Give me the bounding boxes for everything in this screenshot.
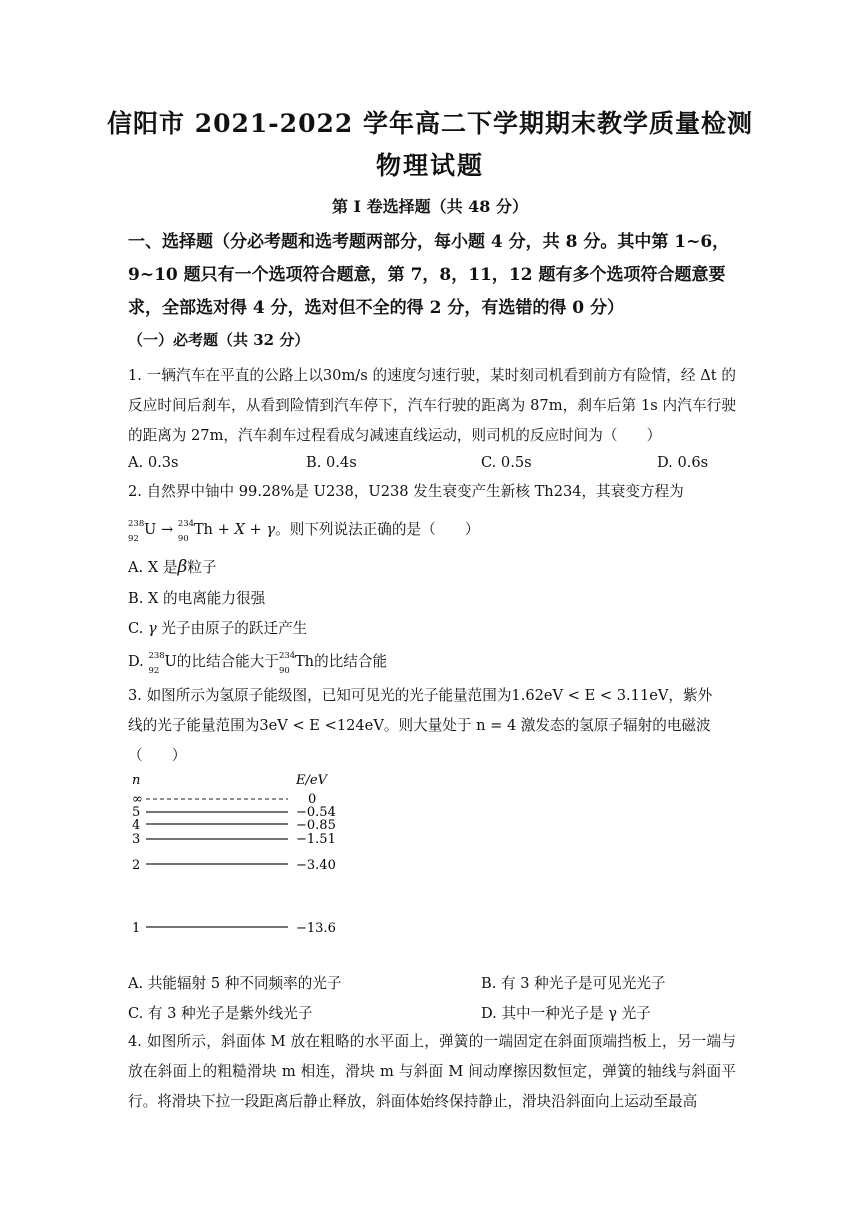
q2-question-text: 。则下列说法正确的是（ ）	[275, 521, 480, 538]
section-instructions: 一、选择题（分必考题和选考题两部分，每小题 4 分，共 8 分。其中第 1~6，9~10 题只有一个选项符合题意，第 7，8，11，12 题有多个选项符合题意要求，全部选对得 4 分，选对但不全的得 2 分，有选错的得 0 分）	[128, 232, 730, 318]
q2-option-d: D. 238 92 U的比结合能大于 234 90 Th的比结合能	[128, 651, 388, 676]
q2-option-a-suffix: 粒子	[187, 559, 217, 576]
q2-option-c-prefix: C.	[128, 620, 144, 637]
level-2-energy: −3.40	[296, 858, 336, 873]
level-4-energy: −0.85	[296, 818, 336, 833]
energy-axis-label: E/eV	[296, 773, 327, 788]
question-3-line-3: （ ）	[128, 747, 187, 764]
level-infinity-energy: 0	[308, 792, 317, 807]
q1-option-b: B. 0.4s	[306, 454, 357, 471]
level-5-n: 5	[132, 805, 141, 820]
q2-option-d-suffix: 的比结合能	[314, 653, 388, 670]
q2-option-d-prefix: D.	[128, 653, 144, 670]
level-3-n: 3	[132, 832, 141, 847]
level-1-n: 1	[132, 921, 141, 936]
level-3-energy: −1.51	[296, 832, 336, 847]
q2-option-d-middle: 的比结合能大于	[176, 653, 279, 670]
question-3-line-1: 3. 如图所示为氢原子能级图，已知可见光的光子能量范围为1.62eV < E < 3.11eV，紫外	[128, 687, 713, 704]
required-heading: （一）必考题（共 32 分）	[128, 331, 310, 349]
q2-option-c-suffix: 光子由原子的跃迁产生	[161, 620, 308, 637]
volume-heading: 第 I 卷选择题（共 48 分）	[331, 197, 529, 216]
q2-option-a	[128, 557, 216, 578]
decay-equation: 238 92 U → 234 90 Th + X + γ	[128, 519, 276, 544]
q2-option-b: B. X 的电离能力很强	[128, 590, 266, 607]
question-2-stem: 2. 自然界中铀中 99.28%是 U238，U238 发生衰变产生新核 Th234，其衰变方程为	[128, 483, 684, 500]
level-1-energy: −13.6	[296, 921, 336, 936]
exam-subject: 物理试题	[375, 151, 484, 180]
level-5-energy: −0.54	[296, 805, 336, 820]
q2-equation-line	[128, 519, 480, 544]
q1-option-a: A. 0.3s	[128, 454, 179, 471]
question-4-stem: 4. 如图所示，斜面体 M 放在粗略的水平面上，弹簧的一端固定在斜面顶端挡板上，另一端与放在斜面上的粗糙滑块 m 相连，滑块 m 与斜面 M 间动摩擦因数恒定，弹簧的轴线与斜面平行。将滑块下拉一段距离后静止释放，斜面体始终保持静止，滑块沿斜面向上运动至最高	[128, 1033, 736, 1110]
exam-title: 信阳市 2021-2022 学年高二下学期期末教学质量检测	[107, 109, 753, 138]
level-4-n: 4	[132, 818, 141, 833]
q3-option-c: C. 有 3 种光子是紫外线光子	[128, 1005, 313, 1022]
q1-option-d: D. 0.6s	[657, 454, 709, 471]
q2-option-c	[128, 619, 307, 639]
q3-option-a: A. 共能辐射 5 种不同频率的光子	[128, 975, 342, 992]
level-infinity-n: ∞	[132, 792, 143, 807]
q2-option-a-prefix: A. X 是	[128, 559, 178, 576]
q3-option-b: B. 有 3 种光子是可见光光子	[481, 975, 666, 992]
question-1-stem: 1. 一辆汽车在平直的公路上以30m/s 的速度匀速行驶，某时刻司机看到前方有险情，经 Δt 的反应时间后刹车，从看到险情到汽车停下，汽车行驶的距离为 87m，刹车后第 1s 内汽车行驶的距离为 27m，汽车刹车过程看成匀减速直线运动，则司机的反应时间为（ ）	[128, 367, 736, 444]
q3-option-d: D. 其中一种光子是 γ 光子	[481, 1005, 651, 1022]
energy-level-diagram	[128, 772, 368, 942]
beta-symbol: β	[177, 557, 188, 577]
n-axis-label: n	[132, 773, 141, 788]
gamma-symbol: γ	[147, 620, 157, 637]
q1-option-c: C. 0.5s	[481, 454, 532, 471]
question-3-line-2: 线的光子能量范围为3eV < E <124eV。则大量处于 n = 4 激发态的氢原子辐射的电磁波	[128, 717, 711, 734]
level-2-n: 2	[132, 858, 141, 873]
